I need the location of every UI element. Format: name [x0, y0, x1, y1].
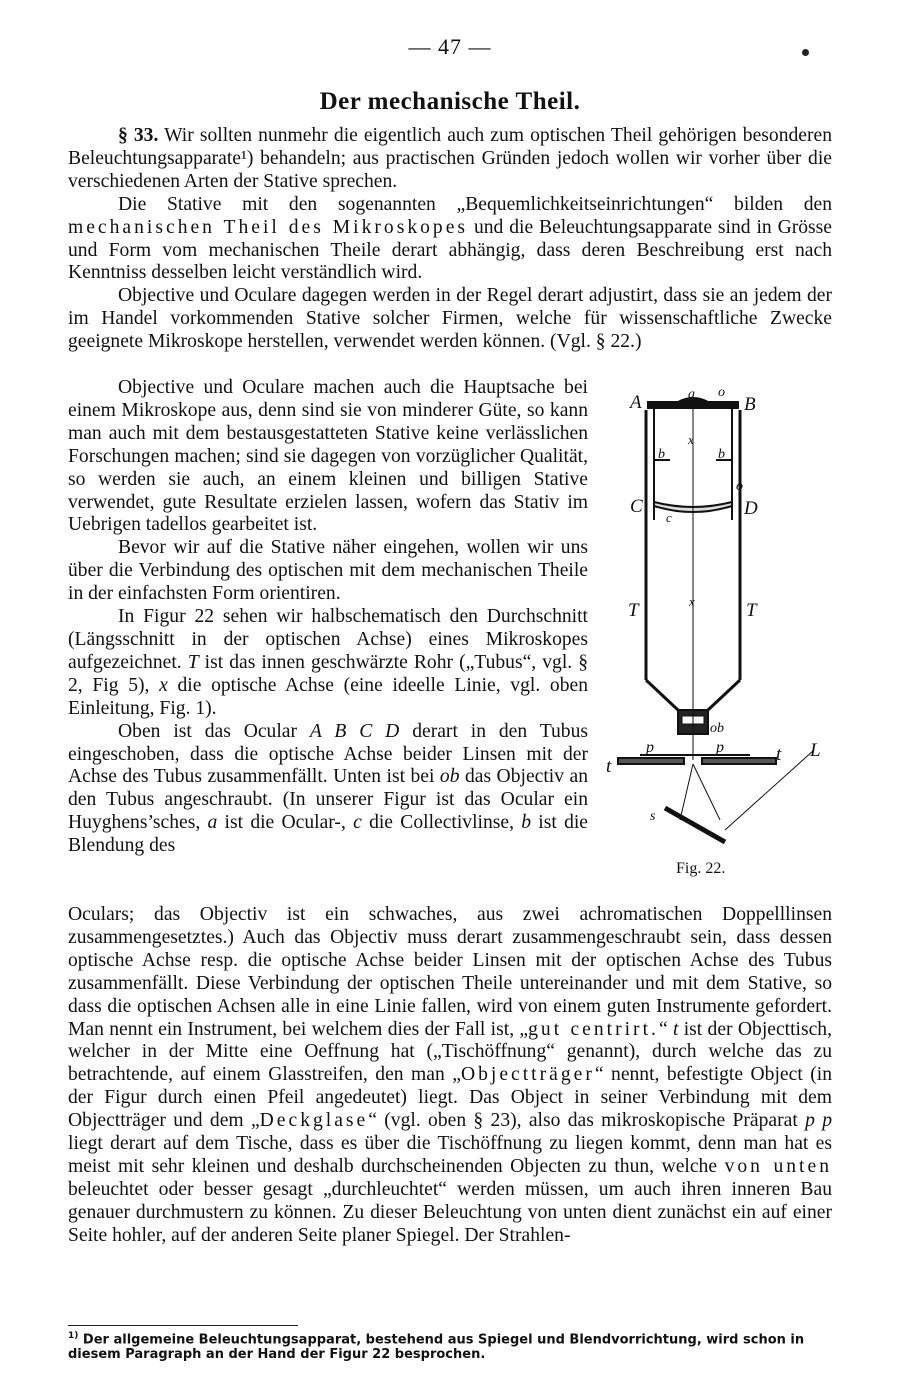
- label-A: A: [630, 392, 642, 413]
- paragraph-7-e: die Collectivlinse,: [361, 812, 522, 834]
- section-mark: § 33.: [118, 125, 159, 146]
- label-a: a: [688, 387, 695, 402]
- footnote-marker: 1): [68, 1331, 79, 1341]
- symbol-t: t: [672, 1018, 679, 1040]
- label-o-top: o: [718, 385, 725, 400]
- label-s: s: [650, 809, 656, 824]
- label-t-right: t: [776, 744, 782, 765]
- paragraph-8: [68, 904, 832, 1248]
- term-deckglase: Deckglase: [259, 1110, 369, 1132]
- paragraph-6: [68, 606, 588, 721]
- symbol-x: x: [159, 674, 168, 696]
- text-block-bottom: [68, 904, 832, 1248]
- paragraph-8-a: Oculars; das Objectiv ist ein schwaches, aus zwei achromatischen Doppelllinsen zusammengesetztes.) Auch das Objectiv muss derart zusammengeschraubt sein, dass dessen optische Achse resp. die optische Achse beider Linsen mit der optischen Achse des Tubus zusammenfällt. Diese Verbindung der optischen Theile untereinander und mit dem Stative, so dass die optischen Achsen alle in eine Linie fallen, wird von einem guten Instrumente gefordert. Man nennt ein Instrument, bei welchem dies der Fall ist, „: [68, 904, 832, 1040]
- tube-taper-left: [646, 680, 678, 710]
- paragraph-7-a: Oben ist das Ocular: [118, 720, 310, 742]
- paragraph-3: Objective und Oculare dagegen werden in der Regel derart adjustirt, dass sie an jedem der im Handel vorkommenden Stative solcher Firmen, welche für wissenschaftliche Zwecke geeignete Mikroskope herstellen, verwendet werden können. (Vgl. § 22.): [68, 285, 832, 353]
- page-number: — 47 —: [408, 34, 492, 59]
- paragraph-4: Objective und Oculare machen auch die Hauptsache bei einem Mikroskope aus, denn sind sie von minderer Güte, so kann man auch mit dem bestausgestatteten Stative keine verlässlichen Forschungen machen; sind sie dagegen von vorzüglicher Qualität, so werden sie auch, an einem kleinen und billigen Stative verwendet, gute Resultate erzielen lassen, wofern das Stativ im Uebrigen tadellos gearbeitet ist.: [68, 377, 588, 536]
- symbol-ob: ob: [439, 766, 460, 788]
- footnote-rule: [68, 1325, 298, 1326]
- paragraph-6-a: In Figur 22 sehen wir halbschematisch den Durchschnitt (Längsschnitt in der optischen Achse) eines Mikroskopes aufgezeichnet.: [68, 606, 588, 673]
- paragraph-7-f: ist die Blendung des: [68, 812, 589, 857]
- label-o-mid: o: [736, 479, 743, 494]
- text-block-narrow: [68, 377, 588, 858]
- paragraph-2-a: Die Stative mit den sogenannten „Bequemlichkeitseinrichtungen“ bilden den: [118, 193, 832, 215]
- label-x-top: x: [688, 432, 694, 447]
- symbol-pp: p p: [805, 1110, 832, 1132]
- label-c: c: [666, 510, 672, 525]
- print-speck: [802, 49, 809, 56]
- mirror: [665, 808, 725, 842]
- label-T-right: T: [746, 600, 757, 621]
- ray-1: [680, 764, 693, 820]
- section-heading: Der mechanische Theil.: [319, 88, 581, 115]
- label-b-left: b: [658, 447, 665, 462]
- ray-2: [693, 764, 720, 820]
- term-objecttraeger: Objectträger: [460, 1064, 595, 1086]
- label-x-mid: x: [689, 594, 695, 609]
- label-b-right: b: [718, 447, 725, 462]
- footnote: [68, 1329, 832, 1362]
- label-D: D: [744, 498, 758, 519]
- microscope-figure: [600, 380, 840, 824]
- paragraph-8-f: liegt derart auf dem Tische, dass es über die Tischöffnung zu liegen kommt, denn man hat es meist mit sehr kleinen und deshalb durchscheinenden Objecten zu thun, welche: [68, 1133, 832, 1177]
- paragraph-8-d: “ nennt, befestigte Object (in der Figur durch einen Pfeil angedeutet) liegt. Das Object in seiner Verbindung mit dem Objectträger und dem „: [68, 1064, 832, 1132]
- paragraph-6-c: die optische Achse (eine ideelle Linie, vgl. oben Einleitung, Fig. 1).: [68, 674, 588, 719]
- label-C: C: [630, 496, 643, 517]
- label-p-right: p: [716, 739, 724, 756]
- symbol-a: a: [207, 812, 218, 834]
- label-B: B: [744, 394, 756, 415]
- label-p-left: p: [646, 739, 654, 756]
- paragraph-6-b: ist das innen geschwärzte Rohr („Tubus“, vgl. § 2, Fig 5),: [68, 651, 589, 696]
- text-block-top: [68, 125, 832, 354]
- paragraph-8-g: beleuchtet oder besser gesagt „durchleuchtet“ werden müssen, um auch ihren inneren Bau genauer durchmustern zu können. Zu dieser Beleuchtung von unten dient zunächst ein auf einer Seite hohler, auf der anderen Seite planer Spiegel. Der Strahlen-: [68, 1178, 832, 1246]
- paragraph-7: [68, 721, 588, 858]
- figure-caption: Fig. 22.: [676, 860, 726, 877]
- paragraph-8-c: ist der Objecttisch, welcher in der Mitte eine Oeffnung hat („Tischöffnung“ genannt), durch welche das zu betrachtende, auf einem Glasstreifen, den man „: [68, 1018, 832, 1086]
- paragraph-2-b: und die Beleuchtungsapparate sind in Grösse und Form vom mechanischen Theile derart abhängig, dass deren Beschreibung erst nach Kenntniss desselben leicht verständlich wird.: [68, 216, 832, 284]
- tube-taper-right: [708, 680, 740, 710]
- paragraph-1: [68, 125, 832, 194]
- paragraph-2-spaced: mechanischen Theil des Mikroskopes: [68, 216, 469, 238]
- symbol-T: T: [187, 651, 199, 673]
- paragraph-5: Bevor wir auf die Stative näher eingehen, wollen wir uns über die Verbindung des optischen mit dem mechanischen Theile in der einfachsten Form orientiren.: [68, 537, 588, 605]
- symbol-c: c: [353, 812, 362, 834]
- label-t-left: t: [606, 756, 612, 777]
- paragraph-7-c: das Objectiv an den Tubus angeschraubt. (In unserer Figur ist das Ocular ein Huyghens’sches,: [68, 766, 588, 834]
- label-T-left: T: [628, 600, 639, 621]
- symbol-b: b: [521, 812, 532, 834]
- paragraph-7-d: ist die Ocular-,: [217, 812, 354, 834]
- symbol-abcd: A B C D: [309, 720, 400, 742]
- label-L: L: [810, 740, 821, 761]
- stage-right: [702, 758, 776, 764]
- label-ob: ob: [710, 721, 724, 736]
- term-von-unten: von unten: [724, 1155, 832, 1177]
- stage-left: [618, 758, 684, 764]
- paragraph-7-b: derart in den Tubus eingeschoben, dass die optische Achse beider Linsen mit der Achse des Tubus zusammenfällt. Unten ist bei: [68, 720, 588, 788]
- paragraph-8-e: “ (vgl. oben § 23), also das mikroskopische Präparat: [368, 1110, 806, 1132]
- paragraph-1-text: Wir sollten nunmehr die eigentlich auch zum optischen Theil gehörigen besonderen Beleuchtungsapparate¹) behandeln; aus practischen Gründen jedoch wollen wir vorher über die verschiedenen Arten der Stative sprechen.: [68, 125, 832, 192]
- paragraph-2: [68, 194, 832, 286]
- term-gut-centrirt: gut centrirt.: [528, 1018, 659, 1040]
- paragraph-8-b: “: [658, 1018, 673, 1040]
- footnote-text: Der allgemeine Beleuchtungsapparat, bestehend aus Spiegel und Blendvorrichtung, wird schon in diesem Paragraph an der Hand der Figur 22 besprochen.: [68, 1332, 805, 1363]
